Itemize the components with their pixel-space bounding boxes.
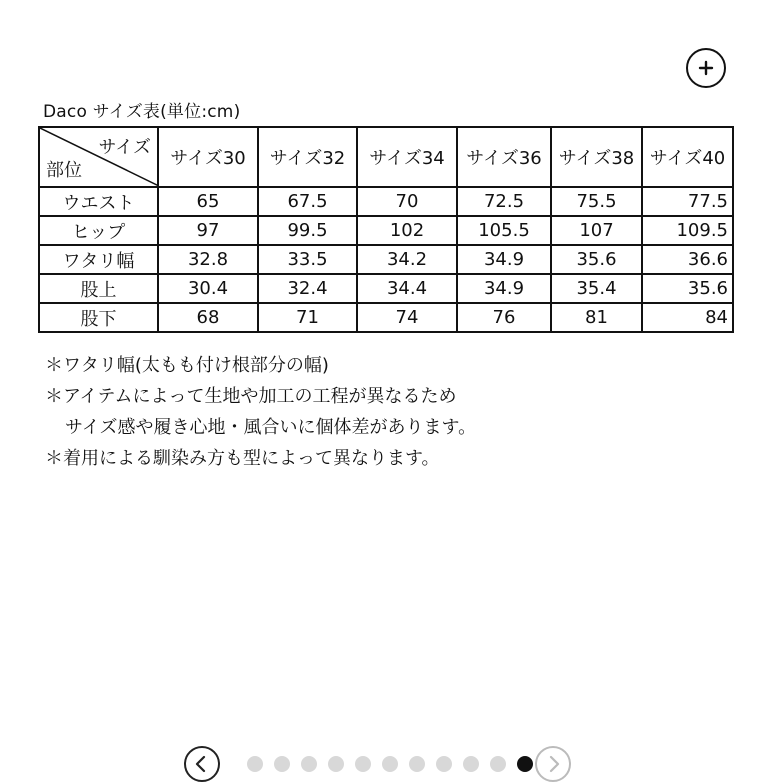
table-row <box>39 187 733 216</box>
table-cell: 35.6 <box>551 245 642 274</box>
column-header: サイズ40 <box>642 127 733 187</box>
carousel-dot[interactable] <box>463 756 479 772</box>
zoom-button[interactable] <box>686 48 726 88</box>
carousel-dot[interactable] <box>247 756 263 772</box>
table-cell: 75.5 <box>551 187 642 216</box>
row-label: 股下 <box>39 303 158 332</box>
image-carousel-nav <box>0 744 763 763</box>
table-cell: 70 <box>357 187 457 216</box>
row-label: ヒップ <box>39 216 158 245</box>
table-row <box>39 216 733 245</box>
table-cell: 81 <box>551 303 642 332</box>
column-header: サイズ38 <box>551 127 642 187</box>
carousel-dot[interactable] <box>490 756 506 772</box>
table-cell: 65 <box>158 187 258 216</box>
table-cell: 32.4 <box>258 274 357 303</box>
note-line: サイズ感や履き心地・風合いに個体差があります。 <box>65 417 477 438</box>
note-line: ＊ワタリ幅(太もも付け根部分の幅) <box>45 355 329 376</box>
table-cell: 71 <box>258 303 357 332</box>
row-label: 股上 <box>39 274 158 303</box>
table-cell: 35.6 <box>642 274 733 303</box>
corner-size-label: サイズ <box>98 137 151 158</box>
table-cell: 32.8 <box>158 245 258 274</box>
table-row <box>39 274 733 303</box>
row-label: ウエスト <box>39 187 158 216</box>
row-label: ワタリ幅 <box>39 245 158 274</box>
plus-icon <box>698 60 714 76</box>
size-notes <box>45 350 476 474</box>
table-cell: 34.4 <box>357 274 457 303</box>
chevron-left-icon <box>186 748 218 780</box>
carousel-dot-active[interactable] <box>517 756 533 772</box>
carousel-dot[interactable] <box>409 756 425 772</box>
carousel-dot[interactable] <box>436 756 452 772</box>
chevron-right-icon <box>537 748 569 780</box>
table-cell: 30.4 <box>158 274 258 303</box>
carousel-dot[interactable] <box>274 756 290 772</box>
table-cell: 35.4 <box>551 274 642 303</box>
size-table <box>38 126 734 333</box>
column-header: サイズ32 <box>258 127 357 187</box>
table-cell: 34.9 <box>457 245 551 274</box>
table-cell: 67.5 <box>258 187 357 216</box>
prev-image-button[interactable] <box>184 746 220 782</box>
table-caption: Daco サイズ表(単位:cm) <box>43 102 241 122</box>
table-row <box>39 245 733 274</box>
carousel-dot[interactable] <box>382 756 398 772</box>
carousel-dot[interactable] <box>328 756 344 772</box>
column-header: サイズ34 <box>357 127 457 187</box>
table-cell: 36.6 <box>642 245 733 274</box>
table-cell: 102 <box>357 216 457 245</box>
corner-part-label: 部位 <box>46 160 82 181</box>
note-line: ＊着用による馴染み方も型によって異なります。 <box>45 448 440 469</box>
table-cell: 68 <box>158 303 258 332</box>
table-cell: 76 <box>457 303 551 332</box>
table-cell: 97 <box>158 216 258 245</box>
table-cell: 99.5 <box>258 216 357 245</box>
table-cell: 84 <box>642 303 733 332</box>
note-line: ＊アイテムによって生地や加工の工程が異なるため <box>45 386 457 407</box>
column-header: サイズ36 <box>457 127 551 187</box>
table-cell: 34.2 <box>357 245 457 274</box>
next-image-button[interactable] <box>535 746 571 782</box>
column-header: サイズ30 <box>158 127 258 187</box>
table-cell: 72.5 <box>457 187 551 216</box>
carousel-dot[interactable] <box>301 756 317 772</box>
table-cell: 33.5 <box>258 245 357 274</box>
table-cell: 105.5 <box>457 216 551 245</box>
table-cell: 107 <box>551 216 642 245</box>
corner-header-cell <box>39 127 158 187</box>
table-header-row <box>39 127 733 187</box>
table-row <box>39 303 733 332</box>
table-cell: 77.5 <box>642 187 733 216</box>
table-cell: 74 <box>357 303 457 332</box>
table-cell: 109.5 <box>642 216 733 245</box>
carousel-dot[interactable] <box>355 756 371 772</box>
table-cell: 34.9 <box>457 274 551 303</box>
